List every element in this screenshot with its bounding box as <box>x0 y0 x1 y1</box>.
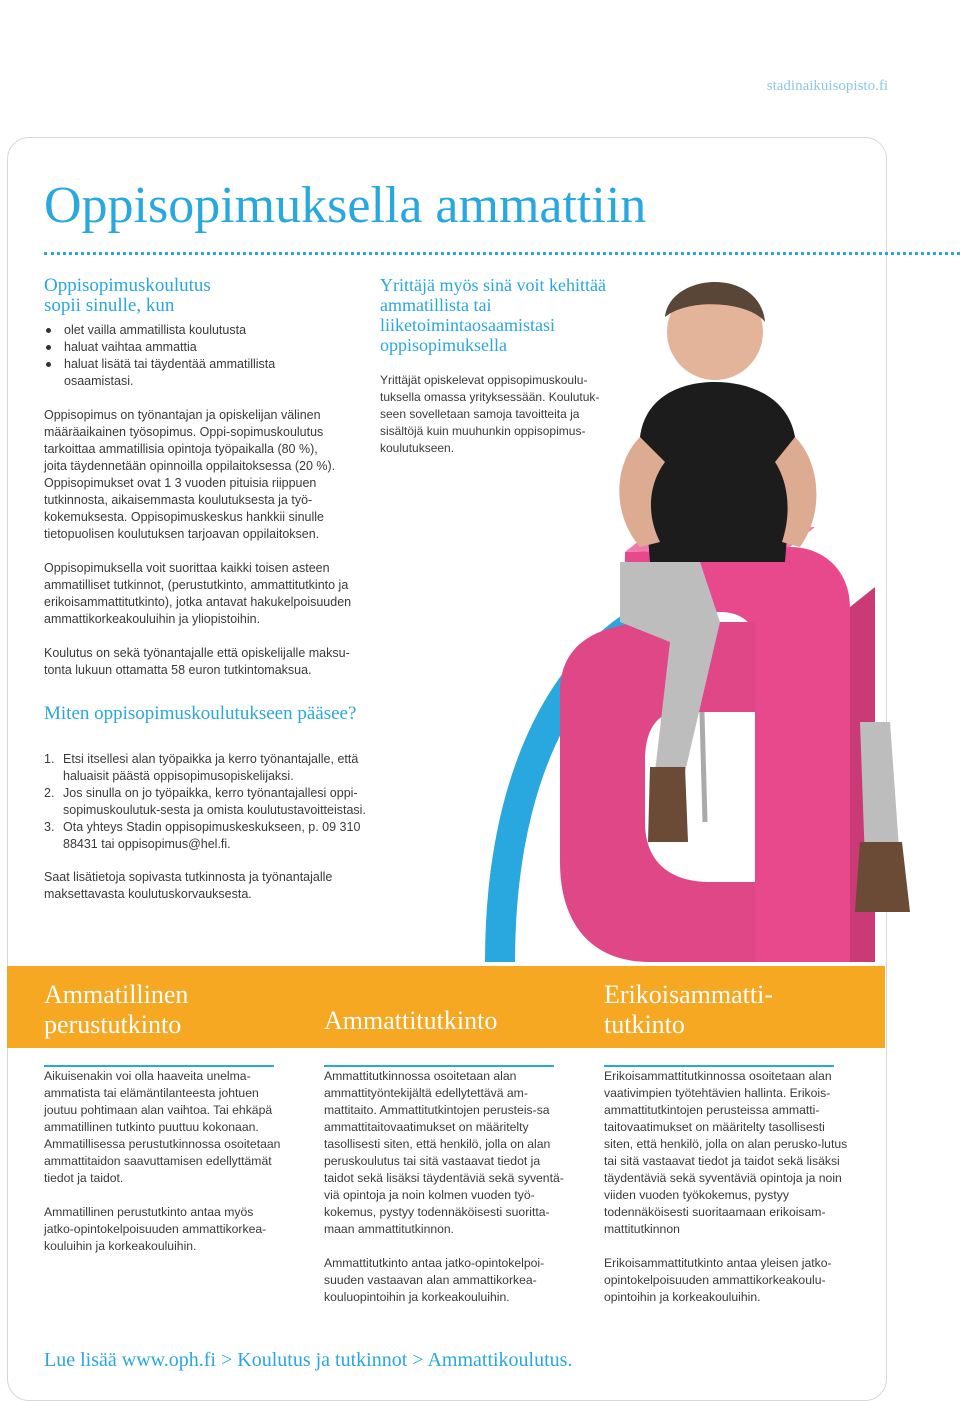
fees-paragraph: Koulutus on sekä työnantajalle että opiskelijalle maksu-tonta lukuun ottamatta 58 euron tutkintomaksua. <box>44 646 350 677</box>
step-number: 2. <box>44 786 55 800</box>
dotted-divider <box>44 252 960 255</box>
column-divider <box>44 1065 274 1067</box>
entrepreneur-heading: Yrittäjä myös sinä voit kehittää ammatillista tai liiketoimintaosaamistasi oppisopimuksella <box>380 275 606 355</box>
step-text: Jos sinulla on jo työpaikka, kerro työnantajallesi oppi-sopimuskoulutuk-sesta ja omista koulutustavoitteistasi. <box>63 786 366 817</box>
suitability-heading-line1: Oppisopimuskoulutus <box>44 275 211 296</box>
read-more-link[interactable]: Lue lisää www.oph.fi > Koulutus ja tutkinnot > Ammattikoulutus. <box>44 1349 573 1371</box>
list-item <box>44 819 374 853</box>
more-info-paragraph: Saat lisätietoja sopivasta tutkinnosta ja työnantajalle maksettavasta koulutuskorvauksesta. <box>44 870 333 901</box>
steps-list <box>44 751 374 853</box>
how-to-apply-heading: Miten oppisopimuskoulutukseen pääsee? <box>44 703 357 724</box>
vocational-qualification-heading: Ammattitutkinto <box>324 1006 498 1035</box>
list-item: haluat lisätä tai täydentää ammatillista osaamistasi. <box>44 356 304 390</box>
column-divider <box>324 1065 554 1067</box>
basic-qualification-text <box>44 1068 284 1272</box>
column-paragraph: Erikoisammattitutkinto antaa yleisen jatko-opintokelpoisuuden ammattikorkeakoulu-opintoihin ja korkeakouluihin. <box>604 1256 832 1304</box>
list-item <box>44 785 374 819</box>
step-number: 1. <box>44 752 55 766</box>
specialist-qualification-text <box>604 1068 849 1323</box>
suitability-list <box>44 322 344 390</box>
pink-letter-a <box>560 527 875 962</box>
column-paragraph: Aikuisenakin voi olla haaveita unelma-ammatista tai elämäntilanteesta johtuen joutuu pohtimaan alan vaihtoa. Tai ehkäpä ammatillinen tutkinto puuttuu kokonaan. Ammatillisessa perustutkinnossa osoitetaan ammattitaidon saavuttamisen edellyttämät tiedot ja taidot. <box>44 1069 281 1185</box>
basic-qualification-heading: Ammatillinen perustutkinto <box>44 980 189 1039</box>
step-text: Ota yhteys Stadin oppisopimuskeskukseen, p. 09 310 88431 tai oppisopimus@hel.fi. <box>63 820 361 851</box>
list-item <box>44 751 374 785</box>
qualifications-paragraph: Oppisopimuksella voit suorittaa kaikki toisen asteen ammatilliset tutkinnot, (perustutkinto, ammattitutkinto ja erikoisammattitutkinto), jotka antavat hakukelpoisuuden ammattikorkeakouluihin ja yliopistoihin. <box>44 561 352 626</box>
apprenticeship-description: Oppisopimus on työnantajan ja opiskelijan välinen määräaikainen työsopimus. Oppi-sopimuskoulutus tarkoittaa ammatillisia opintoja työpaikalla (80 %), joita täydennetään opinnoilla oppilaitoksessa (20 %). Oppisopimukset ovat 1 3 vuoden pituisia riippuen tutkinnosta, aikaisemmasta koulutuksesta ja työ-kokemuksesta. Oppisopimuskeskus hankkii sinulle tietopuolisen koulutuksen tarjoavan oppilaitoksen. <box>44 408 336 541</box>
column-paragraph: Ammatillinen perustutkinto antaa myös jatko-opintokelpoisuuden ammattikorkea-kouluihin ja korkeakouluihin. <box>44 1205 267 1253</box>
photo-woman-on-letter-a <box>470 262 960 962</box>
suitability-heading-line2: sopii sinulle, kun <box>44 295 175 316</box>
column-paragraph: Erikoisammattitutkinnossa osoitetaan alan vaativimpien työtehtävien hallinta. Erikois-ammattitutkintojen perusteissa ammatti-taitovaatimukset on määritelty tasollisesti siten, että henkilö, jolla on alan perusko-lutus tai sitä vastaavat tiedot ja taidot sekä lisäksi täydentäviä sekä syventäviä opintoja ja noin viiden vuoden työkokemus, pystyy todennäköisesti suoritaamaan erikoisam-mattitutkinnon <box>604 1069 848 1236</box>
step-text: Etsi itsellesi alan työpaikka ja kerro työnantajalle, että haluaisit päästä oppisopimusopiskelijaksi. <box>63 752 359 783</box>
site-url[interactable]: stadinaikuisopisto.fi <box>766 78 888 94</box>
list-item: haluat vaihtaa ammattia <box>44 339 344 356</box>
page-title: Oppisopimuksella ammattiin <box>44 177 647 234</box>
step-number: 3. <box>44 820 55 834</box>
suitability-heading <box>44 276 211 316</box>
column-paragraph: Ammattitutkinnossa osoitetaan alan ammattityöntekijältä edellytettävä am-mattitaito. Ammattitutkintojen perusteis-sa ammattitaitovaatimukset on määritelty tasollisesti siten, että henkilö, jolla on alan peruskoulutus tai sitä vastaavat tiedot ja taidot sekä lisäksi täydentäviä sekä syventä-viä opintoja ja noin kolmen vuoden työ-kokemus, pystyy todennäköisesti suoritta-maan ammattitutkinnon. <box>324 1069 564 1236</box>
vocational-qualification-text <box>324 1068 569 1323</box>
column-paragraph: Ammattitutkinto antaa jatko-opintokelpoi-suuden vastaavan alan ammattikorkea-kouluopintoihin ja korkeakouluihin. <box>324 1256 545 1304</box>
column-divider <box>604 1065 834 1067</box>
list-item: olet vailla ammatillista koulutusta <box>44 322 344 339</box>
entrepreneur-paragraph: Yrittäjät opiskelevat oppisopimuskoulu-tuksella omassa yrityksessään. Koulutuk-seen sovelletaan samoja tavoitteita ja sisältöjä kuin muuhunkin oppisopimus-koulutukseen. <box>380 373 600 455</box>
specialist-qualification-heading: Erikoisammatti-tutkinto <box>604 980 773 1039</box>
